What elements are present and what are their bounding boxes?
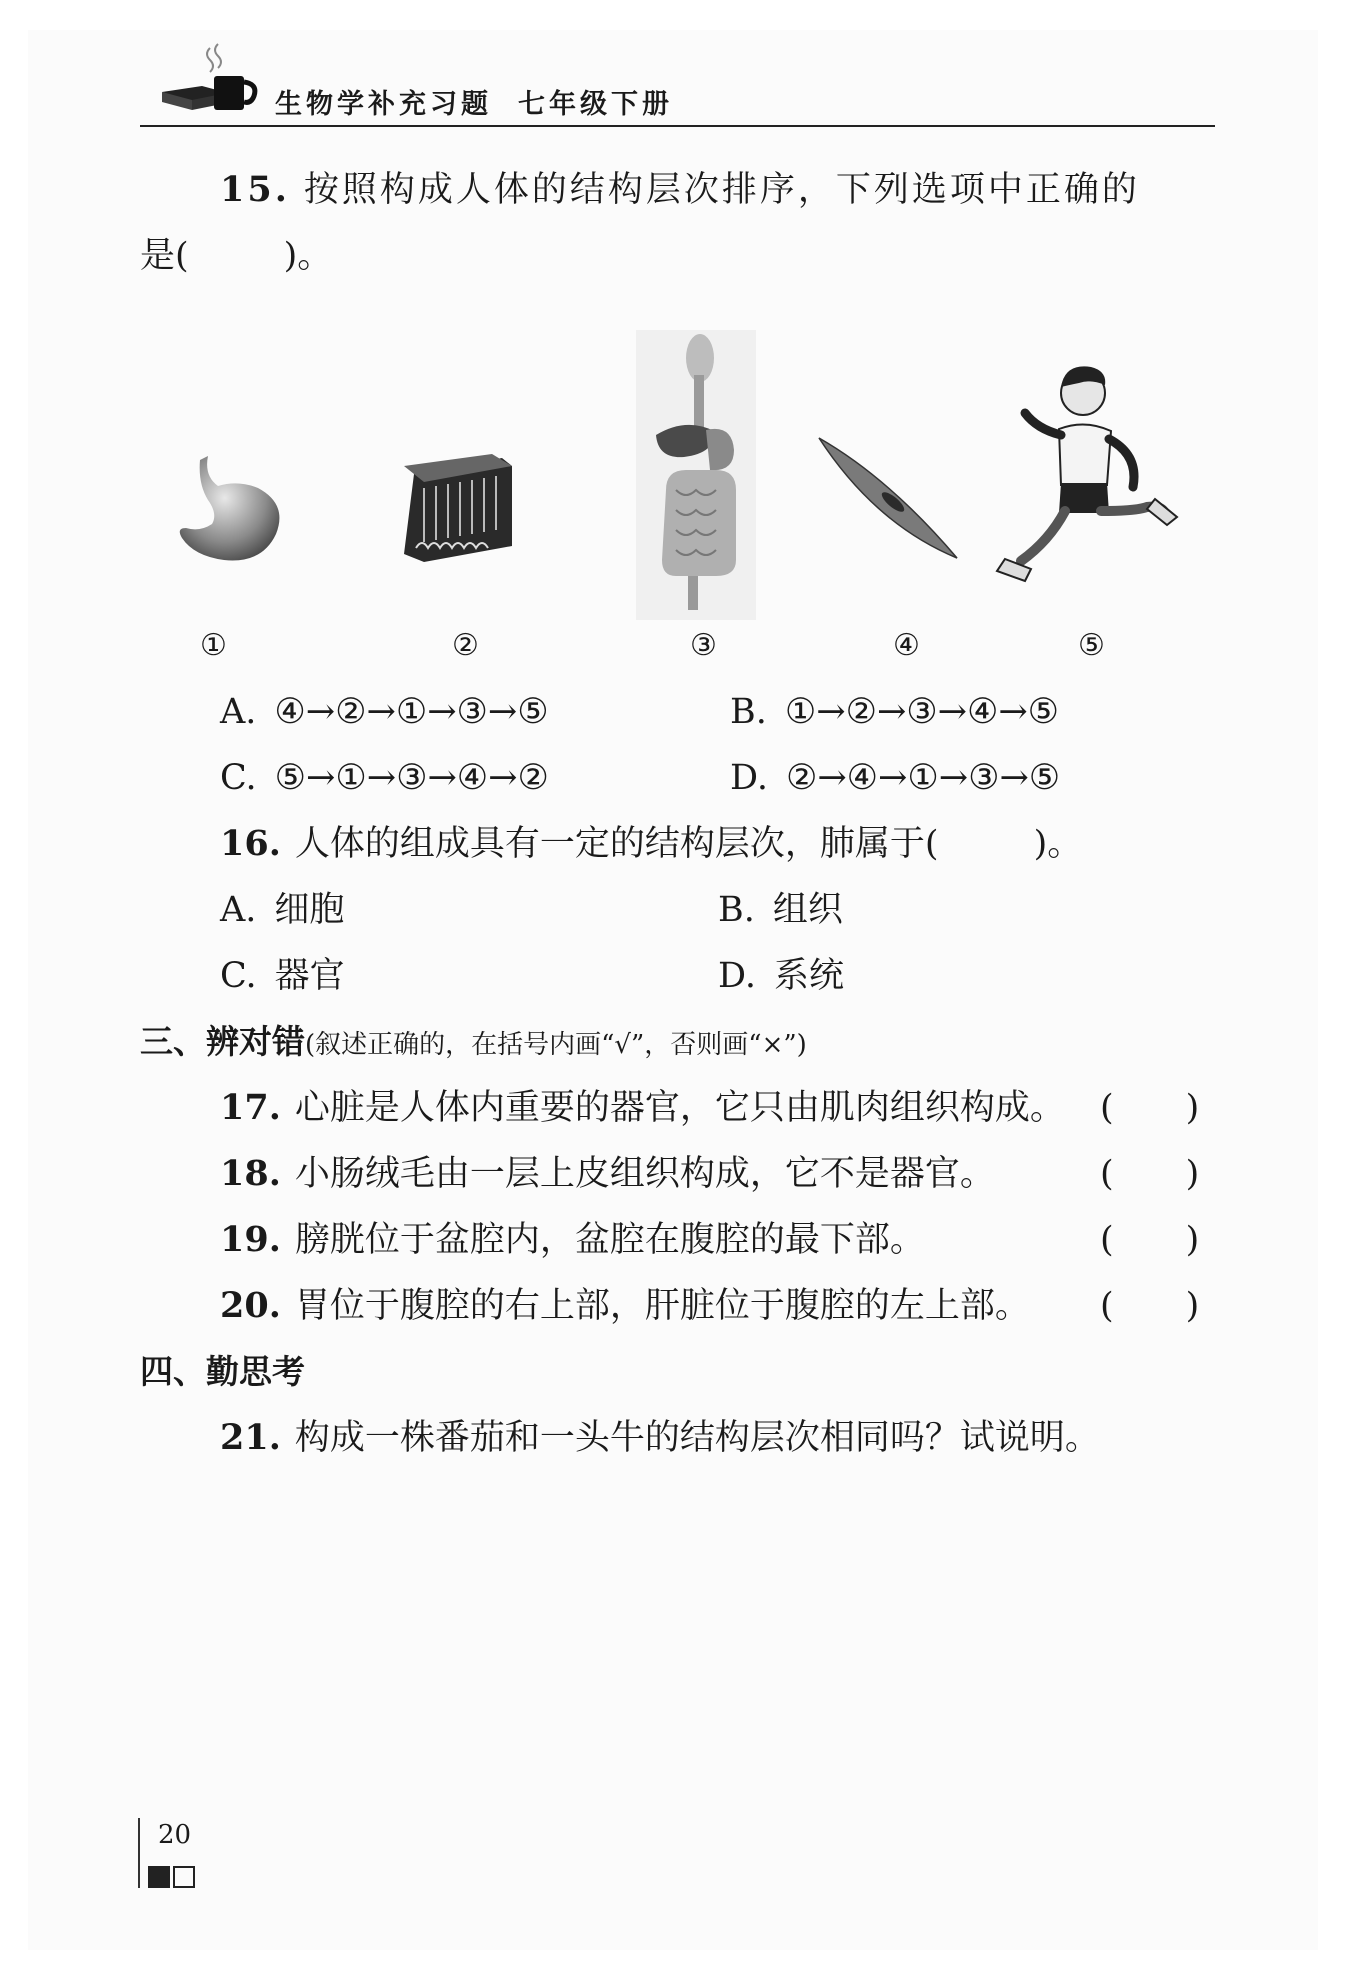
header-title	[275, 82, 699, 121]
option-c[interactable]: C. ⑤→①→③→④→②	[220, 758, 549, 798]
question-17: 17. 心脏是人体内重要的器官，它只由肌肉组织构成。	[220, 1087, 1065, 1128]
answer-area-21[interactable]	[220, 1480, 1220, 1780]
page-number: 20	[158, 1820, 192, 1850]
filled-square-icon	[148, 1866, 170, 1888]
question-19: 19. 膀胱位于盆腔内，盆腔在腹腔的最下部。	[220, 1219, 925, 1260]
option-b[interactable]: B. ①→②→③→④→⑤	[730, 692, 1060, 732]
figure-label-3: ③	[690, 628, 717, 663]
section-3-heading	[140, 1020, 807, 1067]
empty-square-icon	[173, 1866, 195, 1888]
digestive-system-figure	[636, 330, 756, 620]
section-title: 四、勤思考	[140, 1352, 305, 1391]
answer-bracket-open: 是(	[140, 236, 189, 276]
option-b[interactable]: B. 组织	[718, 890, 843, 930]
answer-bracket-close: )。	[283, 236, 333, 276]
stomach-figure	[168, 450, 288, 565]
option-a[interactable]: A. ④→②→①→③→⑤	[220, 692, 549, 732]
question-20: 20. 胃位于腹腔的右上部，肝脏位于腹腔的左上部。	[220, 1285, 1030, 1326]
book-and-mug-icon	[158, 40, 268, 120]
figure-label-1: ①	[200, 628, 227, 663]
question-text: 人体的组成具有一定的结构层次，肺属于(	[294, 824, 939, 864]
question-16: 16. 人体的组成具有一定的结构层次，肺属于( )。	[220, 823, 1083, 864]
section-4-heading	[140, 1350, 305, 1394]
question-18: 18. 小肠绒毛由一层上皮组织构成，它不是器官。	[220, 1153, 995, 1194]
question-number: 15.	[220, 169, 290, 210]
figure-label-5: ⑤	[1078, 628, 1105, 663]
muscle-cell-figure	[815, 432, 961, 562]
footer-boxes	[148, 1866, 198, 1888]
answer-bracket-19[interactable]: ( )	[1100, 1220, 1200, 1260]
grade-label: 七年级下册	[518, 89, 673, 120]
running-header	[140, 40, 1215, 130]
question-number: 16.	[220, 823, 281, 864]
option-d[interactable]: D. ②→④→①→③→⑤	[730, 758, 1061, 798]
option-a[interactable]: A. 细胞	[220, 890, 345, 930]
answer-bracket-17[interactable]: ( )	[1100, 1088, 1200, 1128]
running-boy-figure	[995, 365, 1185, 590]
footer-rule	[138, 1818, 140, 1888]
answer-bracket-20[interactable]: ( )	[1100, 1286, 1200, 1326]
option-d[interactable]: D. 系统	[718, 956, 844, 996]
figure-label-4: ④	[893, 628, 920, 663]
question-21: 21. 构成一株番茄和一头牛的结构层次相同吗？试说明。	[220, 1417, 1100, 1458]
question-15-line2	[140, 234, 332, 278]
section-title: 三、辨对错	[140, 1022, 305, 1061]
question-text: 按照构成人体的结构层次排序，下列选项中正确的	[303, 170, 1140, 210]
section-instruction: (叙述正确的，在括号内画“√”，否则画“×”)	[305, 1030, 807, 1060]
tissue-figure	[402, 452, 514, 562]
option-c[interactable]: C. 器官	[220, 956, 345, 996]
question-15-line1	[220, 168, 1140, 212]
answer-bracket-18[interactable]: ( )	[1100, 1154, 1200, 1194]
figure-label-2: ②	[452, 628, 479, 663]
book-title: 生物学补充习题	[275, 89, 492, 120]
header-rule	[140, 125, 1215, 127]
